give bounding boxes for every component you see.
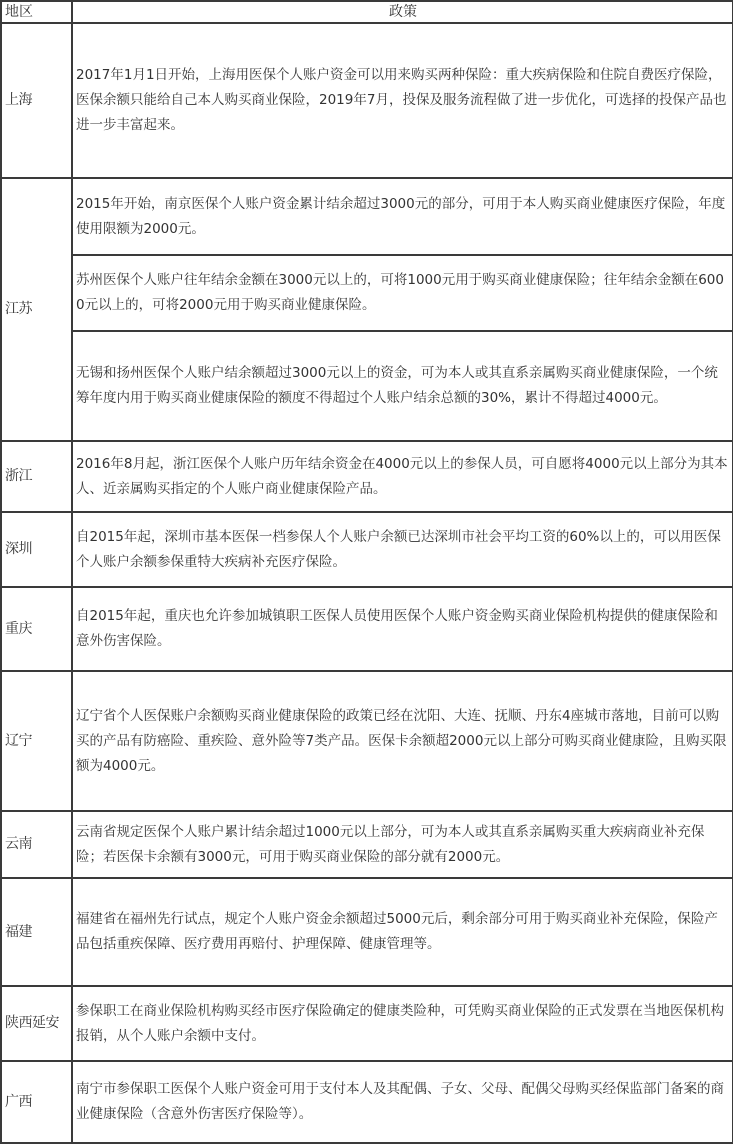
policy-cell: 无锡和扬州医保个人账户结余额超过3000元以上的资金，可为本人或其直系亲属购买商业健康保险，一个统筹年度内用于购买商业健康保险的额度不得超过个人账户结余总额的30%，累计不得超过4000元。 <box>72 331 733 441</box>
table-row <box>1 331 733 441</box>
table-header-row <box>1 1 733 23</box>
table-row <box>1 255 733 331</box>
region-cell: 重庆 <box>1 587 72 671</box>
table-row <box>1 878 733 986</box>
region-cell: 广西 <box>1 1061 72 1143</box>
policy-cell: 2016年8月起，浙江医保个人账户历年结余资金在4000元以上的参保人员，可自愿将4000元以上部分为其本人、近亲属购买指定的个人账户商业健康保险产品。 <box>72 441 733 512</box>
table-row <box>1 23 733 178</box>
policy-cell: 自2015年起，深圳市基本医保一档参保人个人账户余额已达深圳市社会平均工资的60%以上的，可以用医保个人账户余额参保重特大疾病补充医疗保险。 <box>72 512 733 587</box>
header-policy: 政策 <box>72 1 733 23</box>
table-row <box>1 178 733 255</box>
policy-cell: 南宁市参保职工医保个人账户资金可用于支付本人及其配偶、子女、父母、配偶父母购买经保监部门备案的商业健康保险（含意外伤害医疗保险等）。 <box>72 1061 733 1143</box>
table-row <box>1 441 733 512</box>
policy-cell: 辽宁省个人医保账户余额购买商业健康保险的政策已经在沈阳、大连、抚顺、丹东4座城市落地，目前可以购买的产品有防癌险、重疾险、意外险等7类产品。医保卡余额超2000元以上部分可购买商业健康险，且购买限额为4000元。 <box>72 671 733 811</box>
region-cell: 云南 <box>1 811 72 878</box>
table-row <box>1 986 733 1061</box>
table-row <box>1 671 733 811</box>
policy-cell: 自2015年起，重庆也允许参加城镇职工医保人员使用医保个人账户资金购买商业保险机构提供的健康保险和意外伤害保险。 <box>72 587 733 671</box>
table-row <box>1 811 733 878</box>
policy-cell: 2017年1月1日开始，上海用医保个人账户资金可以用来购买两种保险：重大疾病保险和住院自费医疗保险，医保余额只能给自己本人购买商业保险，2019年7月，投保及服务流程做了进一步优化，可选择的投保产品也进一步丰富起来。 <box>72 23 733 178</box>
header-region: 地区 <box>1 1 72 23</box>
region-cell: 陕西延安 <box>1 986 72 1061</box>
region-cell: 上海 <box>1 23 72 178</box>
region-cell: 江苏 <box>1 178 72 441</box>
region-cell: 深圳 <box>1 512 72 587</box>
region-cell: 福建 <box>1 878 72 986</box>
region-cell: 辽宁 <box>1 671 72 811</box>
region-cell: 浙江 <box>1 441 72 512</box>
table-row <box>1 1061 733 1143</box>
policy-cell: 2015年开始，南京医保个人账户资金累计结余超过3000元的部分，可用于本人购买商业健康医疗保险，年度使用限额为2000元。 <box>72 178 733 255</box>
policy-cell: 云南省规定医保个人账户累计结余超过1000元以上部分，可为本人或其直系亲属购买重大疾病商业补充保险；若医保卡余额有3000元，可用于购买商业保险的部分就有2000元。 <box>72 811 733 878</box>
policy-cell: 苏州医保个人账户往年结余金额在3000元以上的，可将1000元用于购买商业健康保险；往年结余金额在6000元以上的，可将2000元用于购买商业健康保险。 <box>72 255 733 331</box>
table-row <box>1 587 733 671</box>
policy-cell: 参保职工在商业保险机构购买经市医疗保险确定的健康类险种，可凭购买商业保险的正式发票在当地医保机构报销，从个人账户余额中支付。 <box>72 986 733 1061</box>
table-row <box>1 512 733 587</box>
policy-cell: 福建省在福州先行试点，规定个人账户资金余额超过5000元后，剩余部分可用于购买商业补充保险，保险产品包括重疾保障、医疗费用再赔付、护理保障、健康管理等。 <box>72 878 733 986</box>
